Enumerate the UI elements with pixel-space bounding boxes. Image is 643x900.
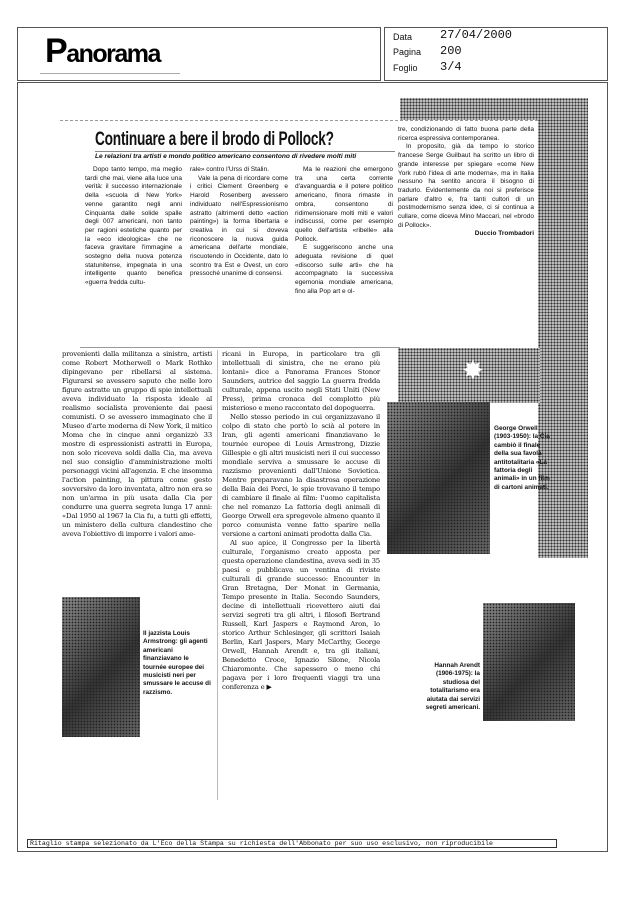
- date-value: 27/04/2000: [440, 28, 513, 42]
- orwell-caption: George Orwell (1903-1950): la Cia cambiò il finale della sua favola antitotalitaria «La fattoria degli animali» in un film di cartoni animati.: [494, 425, 550, 491]
- arendt-caption: Hannah Arendt (1906-1975): la studiosa del totalitarismo era aiutata dai servizi segreti americani.: [425, 662, 480, 712]
- copyright-footer: Ritaglio stampa selezionato da L'Eco della Stampa su richiesta dell'Abbonato per suo uso esclusivo, non riproducibile: [27, 839, 557, 848]
- panorama-logo: Panorama: [45, 32, 160, 70]
- body-column-2: ricani in Europa, in particolare tra gli intellettuali di sinistra, che ne erano più lontani» dice a Panorama Frances Stonor Saunders, autrice del saggio La guerra fredda culturale, appena uscito negli Stati Uniti (New Press), prima cronaca del complotto più misterioso e meno raccontato del dopoguerra. Nello stesso periodo in cui organizzavano il colpo di stato che portò lo scià al potere in Iran, gli agenti americani finanziavano le tournée europee di Louis Armstrong, Dizzie Gillespie e gli altri musicisti neri il cui successo mondiale serviva a smussare le accuse di razzismo provenienti dall'Unione Sovietica. Mentre preparavano la disastrosa operazione della Baia dei Porci, le spie trovavano il tempo di cambiare il finale ai film: l'uomo capitalista che nel romanzo La fattoria degli animali di George Orwell era spregevole almeno quanto il porco comunista venne fatto sparire nella versione a cartoni animati prodotta dalla Cia. Al suo apice, il Congresso per la libertà culturale, l'organismo creato apposta per questa operazione clandestina, aveva sedi in 35 paesi e pubblicava un ventina di riviste culturali di grande successo: Encounter in Gran Bretagna, Der Monat in Germania, Tempo presente in Italia. Secondo Saunders, decine di intellettuali ricevettero aiuti dai servizi segreti tra gli altri, i filosofi Bertrand Russell, Karl Jaspers e Raymond Aron, lo storico Arthur Schlesinger, gli scrittori Isaiah Berlin, Karl Jaspers, Mary McCarthy, George Orwell, Hannah Arendt e, tra gli italiani, Benedetto Croce, Ignazio Silone, Nicola Chiaromonte. Che sapessero o meno chi pagava per i loro frequenti viaggi tra una conferenza e ▶: [222, 350, 380, 691]
- date-label: Data: [393, 32, 413, 42]
- page-value: 200: [440, 44, 462, 58]
- intro-author: Duccio Trombadori: [474, 230, 534, 238]
- sheet-value: 3/4: [440, 60, 462, 74]
- intro-column-3: Ma le reazioni che emergono tra una certa corrente d'avanguardia e il potere politico americano, finora rimaste in ombra, consentono di ridimensionare molti miti e valori indiscussi, come per esempio quello dell'artista «ribelle» alla Pollock. E suggeriscono anche una adeguata revisione di quel «discorso sulle arti» che ha accompagnato la successiva egemonia mondiale americana, fino alla Pop art e ol-: [295, 166, 393, 295]
- intro-bottom-rule: [80, 347, 400, 348]
- page-label: Pagina: [393, 47, 422, 57]
- sheet-label: Foglio: [393, 63, 418, 73]
- armstrong-caption: Il jazzista Louis Armstrong: gli agenti americani finanziavano le tournée europee dei musicisti neri per smussare le accuse di razzismo.: [143, 630, 211, 696]
- logo-rule: [40, 73, 180, 74]
- column-divider: [217, 350, 218, 800]
- hannah-arendt-photo: [483, 603, 575, 721]
- intro-column-4: tre, condizionando di fatto buona parte della ricerca espressiva contemporanea. In proposito, già da tempo lo storico francese Serge Guilbaut ha scritto un libro di grande interesse per spiegare «come New York rubò l'idea di arte moderna», ma in Italia nessuno ha sentito ancora il bisogno di tradurlo. Evidentemente da noi si preferisce parlare d'altro e, fra tanti cultori di un postmodernismo senza idee, ci si continua a cullare, come diceva Mino Maccari, nel «brodo di Pollock». Duccio Trombadori: [398, 126, 534, 238]
- article-subtitle: Le relazioni tra artisti e mondo politico americano consentono di rivedere molti miti: [95, 153, 357, 160]
- intro-box-top: [60, 120, 538, 121]
- logo-rest: anorama: [66, 40, 160, 68]
- star-icon: ✸: [462, 355, 484, 385]
- article-title: Continuare a bere il brodo di Pollock?: [95, 129, 334, 150]
- george-orwell-photo: [387, 402, 490, 554]
- intro-column-1: Dopo tanto tempo, ma meglio tardi che mai, viene alla luce una verità: il successo internazionale della «scuola di New York» venne garantito negli anni Cinquanta dalle solide spalle degli 007 americani, non tanto per ragioni estetiche quanto per la «eco ideologica» che ne faceva gravitare l'immagine a sostegno della nuova potenza statunitense, impegnata in una intelligente quanto benefica «guerra fredda cultu-: [85, 166, 182, 287]
- intro-column-2: rale» contro l'Urss di Stalin. Vale la pena di ricordare come i critici Clement Greenberg e Harold Rosenberg avessero individuato nell'Espressionismo astratto (altrimenti detto «action painting») la forma libertaria e creativa in cui si doveva riconoscere la nuova guida americana dell'arte mondiale, riscuotendo in Occidente, dato lo scontro tra Est e Ovest, un coro pressoché unanime di consensi.: [190, 166, 288, 278]
- body-column-1: provenienti dalla militanza a sinistra, artisti come Robert Motherwell o Mark Rothko dipingevano per ribellarsi al sistema. Figurarsi se avessero saputo che nelle loro figure astratte un gruppo di spie intellettuali aveva individuato la risposta ideale al realismo socialista proveniente dai paesi comunisti. O se avessero immaginato che il Museo d'arte moderna di New York, il mitico Moma che in cinque anni organizzò 33 mostre di espressionisti astratti in Europa, non solo riceveva soldi dalla Cia, ma aveva nel suo consiglio d'amministrazione molti personaggi vicini all'agenzia. E che insomma l'action painting, la pittura come gesto sovversivo da loro inventata, altro non era se non un'arma in più usata dalla Cia per condurre una guerra segreta lunga 17 anni: «Dal 1950 al 1967 la Cia fu, a tutti gli effetti, un ministero della cultura clandestino che aveva l'obiettivo di imporre i valori ame-: [62, 350, 212, 538]
- title-rule: [95, 151, 395, 152]
- louis-armstrong-photo: [62, 597, 140, 737]
